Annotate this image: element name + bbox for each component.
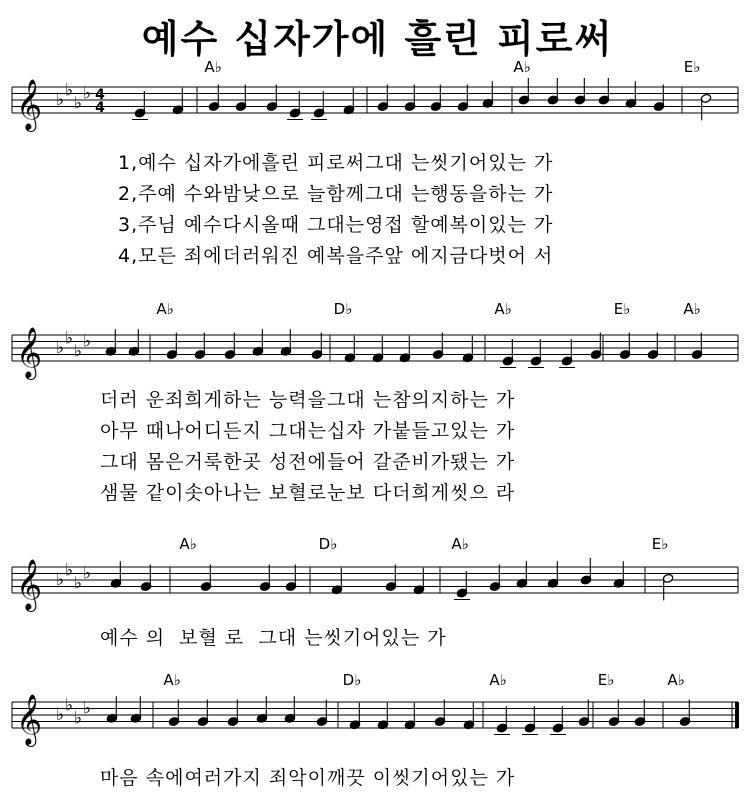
lyric-line: 1,예수 십자가에흘린 피로써그대 는씻기어있는 가 (118, 152, 554, 174)
key-signature-flat-icon: ♭ (56, 570, 65, 590)
chord-symbol: A♭ (156, 300, 174, 318)
chord-symbol: D♭ (318, 535, 338, 553)
lyric-line: 아무 때나어디든지 그대는십자 가붙들고있는 가 (100, 420, 516, 442)
chord-symbol: A♭ (489, 671, 507, 689)
chord-symbol: D♭ (342, 671, 362, 689)
song-title: 예수 십자가에 흘린 피로써 (141, 17, 614, 61)
key-signature-flat-icon: ♭ (56, 338, 65, 358)
treble-clef-icon: 𝄞 (16, 327, 43, 378)
lyric-line: 예수 의 보혈 로 그대 는씻기어있는 가 (100, 627, 447, 649)
chord-symbol: A♭ (179, 535, 197, 553)
key-signature-flat-icon: ♭ (74, 708, 83, 729)
key-signature-flat-icon: ♭ (83, 83, 92, 104)
chord-symbol: A♭ (667, 671, 685, 689)
key-signature-flat-icon: ♭ (65, 328, 74, 349)
lyric-line: 더러 운죄희게하는 능력을그대 는참의지하는 가 (100, 389, 516, 411)
lyric-line: 4,모든 죄에더러워진 예복을주앞 에지금다벗어 서 (118, 245, 554, 267)
key-signature-flat-icon: ♭ (65, 560, 74, 581)
key-signature-flat-icon: ♭ (65, 695, 74, 716)
staff-system-4 (12, 671, 739, 747)
chord-symbol: E♭ (683, 58, 701, 76)
key-signature-flat-icon: ♭ (65, 80, 74, 101)
key-signature-flat-icon: ♭ (56, 90, 65, 110)
time-signature-top: 4 (95, 87, 105, 103)
key-signature-flat-icon: ♭ (74, 341, 83, 362)
chord-symbol: A♭ (494, 300, 512, 318)
chord-symbol: A♭ (683, 300, 701, 318)
chord-symbol: A♭ (451, 535, 469, 553)
time-signature-bottom: 4 (95, 100, 105, 116)
staff-system-2 (12, 300, 738, 380)
treble-clef-icon: 𝄞 (16, 559, 43, 610)
lyric-line: 샘물 같이솟아나는 보혈로눈보 다더희게씻으 라 (100, 482, 516, 504)
key-signature-flat-icon: ♭ (74, 93, 83, 114)
lyric-line: 2,주예 수와밤낮으로 늘함께그대 는행동을하는 가 (118, 183, 554, 205)
staff-system-1 (12, 58, 738, 132)
chord-symbol: A♭ (204, 58, 222, 76)
staff-system-3 (12, 535, 738, 612)
key-signature-flat-icon: ♭ (56, 705, 65, 725)
chord-symbol: D♭ (333, 300, 353, 318)
lyric-line: 그대 몸은거룩한곳 성전에들어 갈준비가됐는 가 (100, 451, 516, 473)
chord-symbol: E♭ (651, 535, 669, 553)
key-signature-flat-icon: ♭ (74, 573, 83, 594)
key-signature-flat-icon: ♭ (83, 331, 92, 352)
lyric-line: 3,주님 예수다시올때 그대는영접 할예복이있는 가 (118, 214, 554, 236)
key-signature-flat-icon: ♭ (83, 698, 92, 719)
treble-clef-icon: 𝄞 (16, 694, 43, 745)
key-signature-flat-icon: ♭ (83, 563, 92, 584)
treble-clef-icon: 𝄞 (16, 79, 43, 130)
lyric-line: 마음 속에여러가지 죄악이깨끗 이씻기어있는 가 (100, 767, 516, 789)
chord-symbol: E♭ (597, 671, 615, 689)
final-barline-thick (735, 702, 739, 728)
chord-symbol: E♭ (613, 300, 631, 318)
chord-symbol: A♭ (163, 671, 181, 689)
chord-symbol: A♭ (513, 58, 531, 76)
